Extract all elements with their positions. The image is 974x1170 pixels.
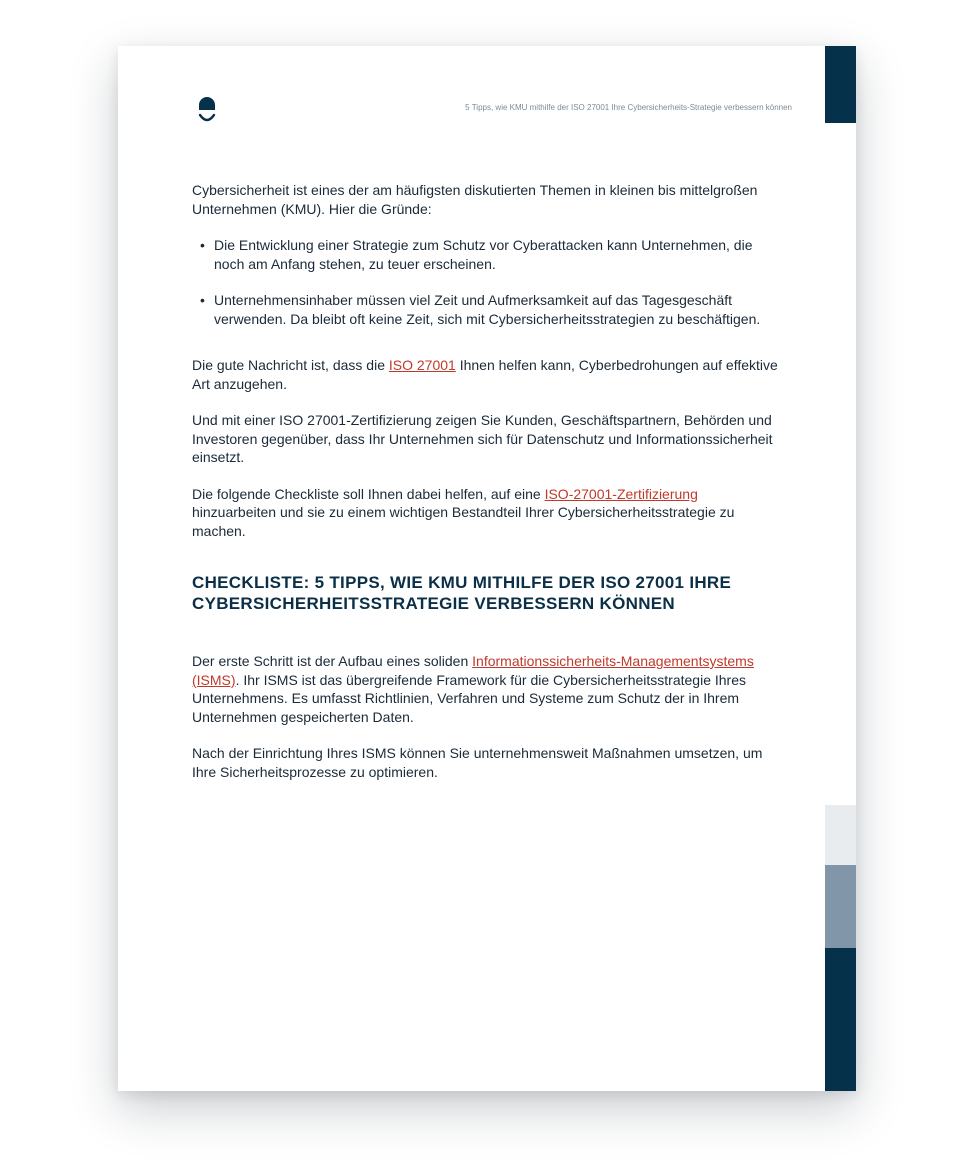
side-bar-mid bbox=[825, 865, 856, 948]
bullet-dot: • bbox=[200, 237, 205, 253]
helmet-logo-icon bbox=[198, 96, 216, 124]
document-body bbox=[192, 181, 782, 799]
isms-text-before: Der erste Schritt ist der Aufbau eines soliden bbox=[192, 653, 473, 669]
good-news-text-after: Ihnen helfen kann, Cyberbedrohungen auf effektive Art anzugehen. bbox=[192, 357, 778, 392]
iso-27001-link[interactable]: ISO 27001 bbox=[388, 357, 456, 373]
checklist-paragraph bbox=[192, 485, 782, 541]
good-news-text-before: Die gute Nachricht ist, dass die bbox=[192, 357, 389, 373]
side-bar-light bbox=[825, 805, 856, 865]
bullet-dot: • bbox=[200, 292, 205, 308]
document-page bbox=[118, 46, 856, 1091]
header-title: 5 Tipps, wie KMU mithilfe der ISO 27001 Ihre Cybersicherheits-Strategie verbessern können bbox=[465, 103, 792, 112]
iso-certification-link[interactable]: ISO-27001-Zertifizierung bbox=[544, 485, 698, 502]
reasons-list bbox=[192, 236, 782, 328]
isms-paragraph bbox=[192, 652, 782, 726]
list-item bbox=[192, 236, 782, 273]
list-item-text: Unternehmensinhaber müssen viel Zeit und Aufmerksamkeit auf das Tagesgeschäft verwenden. Da bleibt oft keine Zeit, sich mit Cybersicherheitsstrategien zu beschäftigen. bbox=[214, 292, 761, 327]
list-item-text: Die Entwicklung einer Strategie zum Schutz vor Cyberattacken kann Unternehmen, die noch am Anfang stehen, zu teuer erscheinen. bbox=[214, 237, 753, 272]
isms-link[interactable]: Informationssicherheits-Managementsystems (ISMS) bbox=[192, 653, 754, 688]
list-item bbox=[192, 291, 782, 328]
checklist-heading: CHECKLISTE: 5 TIPPS, WIE KMU MITHILFE DER ISO 27001 IHRE CYBERSICHERHEITSSTRATEGIE VERBESSERN KÖNNEN bbox=[192, 573, 732, 613]
checklist-text-after: hinzuarbeiten und sie zu einem wichtigen Bestandteil Ihrer Cybersicherheitsstrategie zu machen. bbox=[192, 504, 735, 539]
certification-paragraph: Und mit einer ISO 27001-Zertifizierung zeigen Sie Kunden, Geschäftspartnern, Behörden und Investoren gegenüber, dass Ihr Unternehmen sich für Datenschutz und Informationssicherheit einsetzt. bbox=[192, 412, 773, 465]
side-bar-top bbox=[825, 46, 856, 123]
intro-paragraph: Cybersicherheit ist eines der am häufigsten diskutierten Themen in kleinen bis mittelgroßen Unternehmen (KMU). Hier die Gründe: bbox=[192, 182, 758, 217]
checklist-text-before: Die folgende Checkliste soll Ihnen dabei helfen, auf eine bbox=[192, 485, 545, 502]
side-bar-bottom bbox=[825, 948, 856, 1091]
isms-text-after: . Ihr ISMS ist das übergreifende Framework für die Cybersicherheitsstrategie Ihres Unternehmens. Es umfasst Richtlinien, Verfahren und Systeme zum Schutz der in Ihrem Unternehmen gespeicherten Daten. bbox=[192, 671, 746, 725]
good-news-paragraph bbox=[192, 356, 782, 393]
measures-paragraph: Nach der Einrichtung Ihres ISMS können Sie unternehmensweit Maßnahmen umsetzen, um Ihre Sicherheitsprozesse zu optimieren. bbox=[192, 745, 763, 780]
